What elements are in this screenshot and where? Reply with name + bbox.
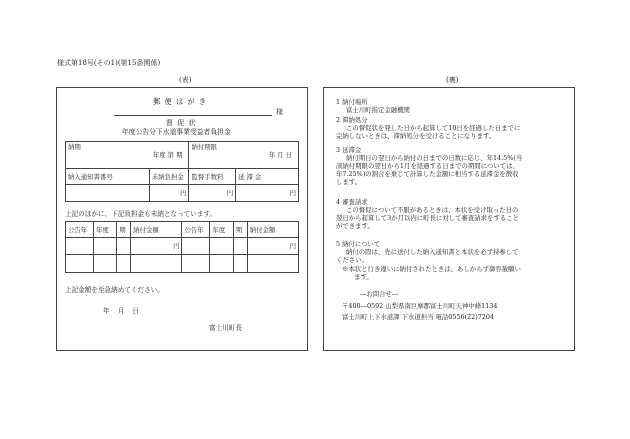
notice-subtitle: 年度公告分下水道事業受益者負担金: [122, 128, 231, 136]
period-header: 納期: [68, 143, 81, 151]
deadline-cell: [189, 142, 299, 169]
unpaid-amount-value: 円: [149, 185, 189, 202]
col-term-2: 期: [233, 222, 247, 238]
addressee-line: [114, 115, 272, 116]
period-value: 年度 第 期: [152, 151, 183, 159]
form-number: 様式第18号(その1)(第15条関係): [57, 59, 161, 67]
col-year-2: 公告年: [182, 222, 210, 238]
cell: [210, 238, 233, 255]
issue-date: 年 月 日: [103, 307, 139, 315]
item-delinquency: [336, 116, 596, 140]
supervision-fee-value: 円: [189, 185, 236, 202]
contact-title: ―お問合せ―: [360, 290, 399, 298]
cell: [93, 255, 116, 273]
postcard-title: 郵 便 は が き: [153, 97, 208, 106]
addressee-suffix: 様: [276, 108, 283, 116]
col-amount-2: 納付金額: [247, 222, 298, 238]
item-body-line: 年7.25%)の割合を乗じて計算した金額に相当する延滞金を徴収: [336, 170, 519, 178]
cell: [131, 255, 182, 273]
item-body-line: します。: [336, 178, 362, 186]
item-title: 1 納付場所: [336, 98, 368, 106]
back-side-label: (裏): [446, 76, 459, 84]
late-fee-value: 円: [236, 185, 299, 202]
period-cell: [66, 142, 189, 169]
col-fiscal-2: 年度: [210, 222, 233, 238]
notice-number-value: [66, 185, 150, 202]
cell: [233, 255, 247, 273]
back-panel: [323, 87, 575, 351]
front-side-label: (表): [179, 76, 192, 84]
col-year-1: 公告年: [66, 222, 94, 238]
item-body-line: 完納しないときは、滞納処分を受けることになります。: [336, 132, 496, 140]
front-panel: [56, 87, 308, 351]
item-title: 3 延滞金: [336, 146, 362, 154]
assessment-table: [65, 141, 299, 202]
cell: [66, 238, 94, 255]
col-fiscal-1: 年度: [93, 222, 116, 238]
cell: [93, 238, 116, 255]
issuer: 富士川町長: [209, 324, 242, 332]
deadline-header: 納付期限: [191, 143, 218, 151]
header-unpaid-amount: 未納負担金: [149, 169, 189, 185]
item-payment-place: [336, 98, 596, 114]
item-appeal: [336, 198, 596, 230]
other-unpaid-note: 上記のほかに、下記負担金も未納となっています。: [65, 210, 217, 218]
header-supervision-fee: 監督手数料: [189, 169, 236, 185]
item-title: 5 納付について: [336, 240, 381, 248]
deadline-value: 年 月 日: [268, 151, 292, 159]
item-body-line: この督促について不服があるときは、本状を受け取った日の: [346, 206, 519, 214]
item-body-line: ができます。: [336, 222, 374, 230]
amount-1-value: 円: [131, 238, 182, 255]
item-body-line: 納付の際は、先に送付した納入通知書と本状を必ず持参して: [346, 248, 519, 256]
cell: [233, 238, 247, 255]
item-body-line: 該納付期限の翌日から1月を経過する日までの期間については、: [336, 162, 519, 170]
contact-office: 富士川町上下水道課 下水道担当 電話0556(22)7204: [342, 313, 494, 321]
item-body-line: 富士川町指定金融機関: [346, 106, 410, 114]
contact-address: 〒400―0592 山梨県南巨摩郡富士川町天神中條1134: [342, 302, 498, 310]
warning-line: ます。: [354, 273, 373, 281]
col-term-1: 期: [117, 222, 131, 238]
notice-title: 督 促 状: [166, 119, 197, 127]
cell: [247, 255, 298, 273]
cell: [117, 238, 131, 255]
cell: [66, 255, 94, 273]
item-body-line: 翌日から起算して3か月以内に町長に対して審査請求をすること: [336, 214, 520, 222]
amount-2-value: 円: [247, 238, 298, 255]
header-late-fee: 延 滞 金: [236, 169, 299, 185]
item-body-line: ください。: [336, 256, 368, 264]
item-title: 2 滞納処分: [336, 116, 368, 124]
cell: [117, 255, 131, 273]
item-title: 4 審査請求: [336, 198, 368, 206]
warning-line: ※本状と行き違いに納付されたときは、あしからず御容赦願い: [342, 265, 521, 273]
cell: [210, 255, 233, 273]
item-late-fee: [336, 146, 596, 186]
warning-note: [336, 265, 596, 281]
item-payment-notes: [336, 240, 596, 264]
payment-instruction: 上記金額を至急納めてください。: [65, 286, 164, 294]
col-amount-1: 納付金額: [131, 222, 182, 238]
cell: [182, 238, 210, 255]
item-body-line: 納付期日の翌日から納付の日までの日数に応じ、年14.5%(当: [346, 154, 523, 162]
item-body-line: この督促状を発した日から起算して10日を経過した日までに: [346, 124, 521, 132]
cell: [182, 255, 210, 273]
header-notice-number: 納入通知書番号: [66, 169, 150, 185]
other-unpaid-table: [65, 221, 299, 273]
